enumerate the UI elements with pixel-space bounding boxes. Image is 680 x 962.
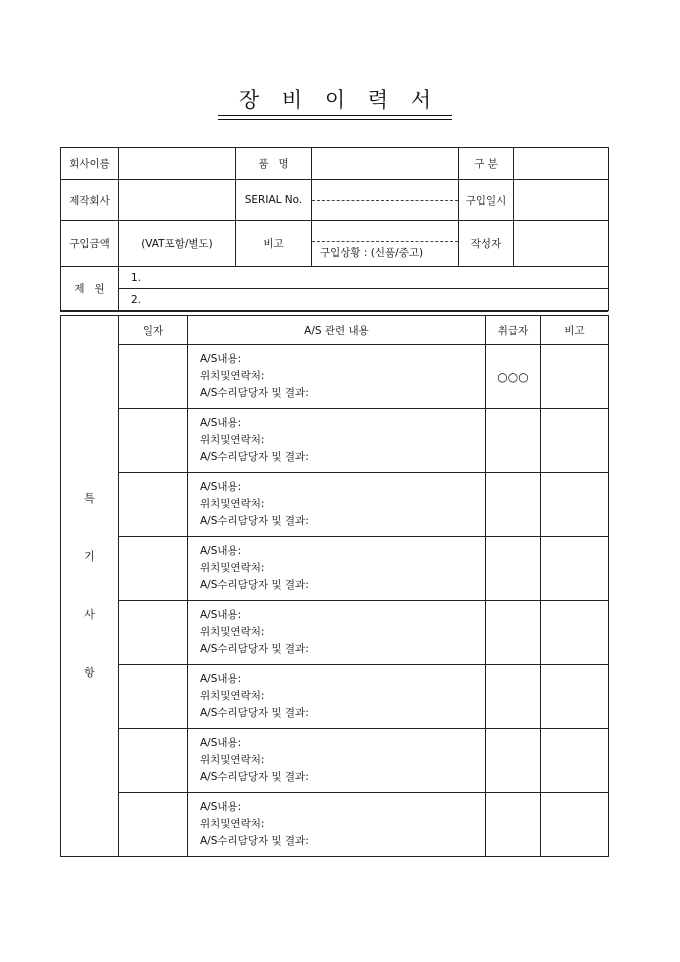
repair-result-label: A/S수리담당자 및 결과: [200,451,309,463]
special-notes-char-1: 특 [84,492,95,505]
as-date-field[interactable] [119,601,188,665]
repair-result-label: A/S수리담당자 및 결과: [200,835,309,847]
category-label: 구 분 [459,148,514,180]
as-remarks-field[interactable] [541,793,609,857]
as-date-field[interactable] [119,473,188,537]
as-content-field[interactable] [188,537,486,601]
handler-field[interactable] [486,537,541,601]
special-notes-label [61,316,119,857]
repair-result-label: A/S수리담당자 및 결과: [200,579,309,591]
as-content-label: A/S내용: [200,481,242,493]
table-row [61,473,609,537]
location-contact-label: 위치및연락처: [200,370,265,382]
as-date-field[interactable] [119,537,188,601]
author-label: 작성자 [459,221,514,267]
purchase-date-field[interactable] [514,180,609,221]
manufacturer-field[interactable] [119,180,236,221]
repair-result-label: A/S수리담당자 및 결과: [200,771,309,783]
as-content-label: A/S내용: [200,801,242,813]
as-remarks-field[interactable] [541,537,609,601]
as-date-field[interactable] [119,409,188,473]
handler-field[interactable] [486,473,541,537]
spec-item-1[interactable]: 1. [119,267,609,289]
section-separator [60,311,608,312]
as-remarks-field[interactable] [541,729,609,793]
purchase-date-label: 구입일시 [459,180,514,221]
remarks-dashed-line [312,221,458,242]
serial-label: SERIAL No. [236,180,312,221]
handler-field[interactable] [486,729,541,793]
repair-result-label: A/S수리담당자 및 결과: [200,387,309,399]
as-date-field[interactable] [119,793,188,857]
title-underline-top [218,115,452,116]
remarks-header: 비고 [541,316,609,345]
special-notes-char-2: 기 [84,550,95,563]
as-content-field[interactable] [188,793,486,857]
handler-header: 취급자 [486,316,541,345]
as-content-field[interactable] [188,345,486,409]
location-contact-label: 위치및연락처: [200,754,265,766]
purchase-amount-note[interactable]: (VAT포함/별도) [119,221,236,267]
repair-result-label: A/S수리담당자 및 결과: [200,515,309,527]
repair-result-label: A/S수리담당자 및 결과: [200,707,309,719]
as-date-field[interactable] [119,729,188,793]
location-contact-label: 위치및연락처: [200,498,265,510]
as-remarks-field[interactable] [541,409,609,473]
handler-field[interactable] [486,409,541,473]
as-content-field[interactable] [188,729,486,793]
handler-field[interactable]: ○○○ [486,345,541,409]
product-name-field[interactable] [312,148,459,180]
as-remarks-field[interactable] [541,345,609,409]
location-contact-label: 위치및연락처: [200,626,265,638]
table-row [61,793,609,857]
location-contact-label: 위치및연락처: [200,818,265,830]
as-content-field[interactable] [188,409,486,473]
as-content-label: A/S내용: [200,609,242,621]
company-name-label: 회사이름 [61,148,119,180]
table-row [61,665,609,729]
spec-item-2[interactable]: 2. [119,289,609,311]
location-contact-label: 위치및연락처: [200,434,265,446]
special-notes-char-4: 항 [84,666,95,679]
as-remarks-field[interactable] [541,601,609,665]
as-content-label: A/S내용: [200,353,242,365]
as-content-header: A/S 관련 내용 [188,316,486,345]
spec-label: 제 원 [61,267,119,311]
table-row [61,729,609,793]
as-history-table [60,315,609,857]
document-title: 장 비 이 력 서 [238,88,432,112]
purchase-status-field[interactable] [312,221,459,267]
as-content-label: A/S내용: [200,545,242,557]
special-notes-char-3: 사 [84,608,95,621]
as-content-label: A/S내용: [200,417,242,429]
equipment-info-table [60,147,609,311]
title-underline-bottom [218,119,452,120]
product-name-label: 품 명 [236,148,312,180]
as-remarks-field[interactable] [541,473,609,537]
as-content-label: A/S내용: [200,737,242,749]
category-field[interactable] [514,148,609,180]
serial-dashed-line [312,180,458,201]
table-row [61,537,609,601]
table-row [61,409,609,473]
as-date-field[interactable] [119,665,188,729]
purchase-amount-label: 구입금액 [61,221,119,267]
as-remarks-field[interactable] [541,665,609,729]
remarks-label: 비고 [236,221,312,267]
as-content-field[interactable] [188,473,486,537]
repair-result-label: A/S수리담당자 및 결과: [200,643,309,655]
as-date-field[interactable] [119,345,188,409]
as-content-field[interactable] [188,601,486,665]
table-row [61,345,609,409]
location-contact-label: 위치및연락처: [200,690,265,702]
as-content-field[interactable] [188,665,486,729]
manufacturer-label: 제작회사 [61,180,119,221]
location-contact-label: 위치및연락처: [200,562,265,574]
as-content-label: A/S내용: [200,673,242,685]
handler-field[interactable] [486,601,541,665]
serial-field[interactable] [312,180,459,221]
handler-field[interactable] [486,665,541,729]
purchase-status-note: 구입상황 : (신품/중고) [320,247,424,259]
table-row [61,601,609,665]
company-name-field[interactable] [119,148,236,180]
author-field[interactable] [514,221,609,267]
date-header: 일자 [119,316,188,345]
handler-field[interactable] [486,793,541,857]
